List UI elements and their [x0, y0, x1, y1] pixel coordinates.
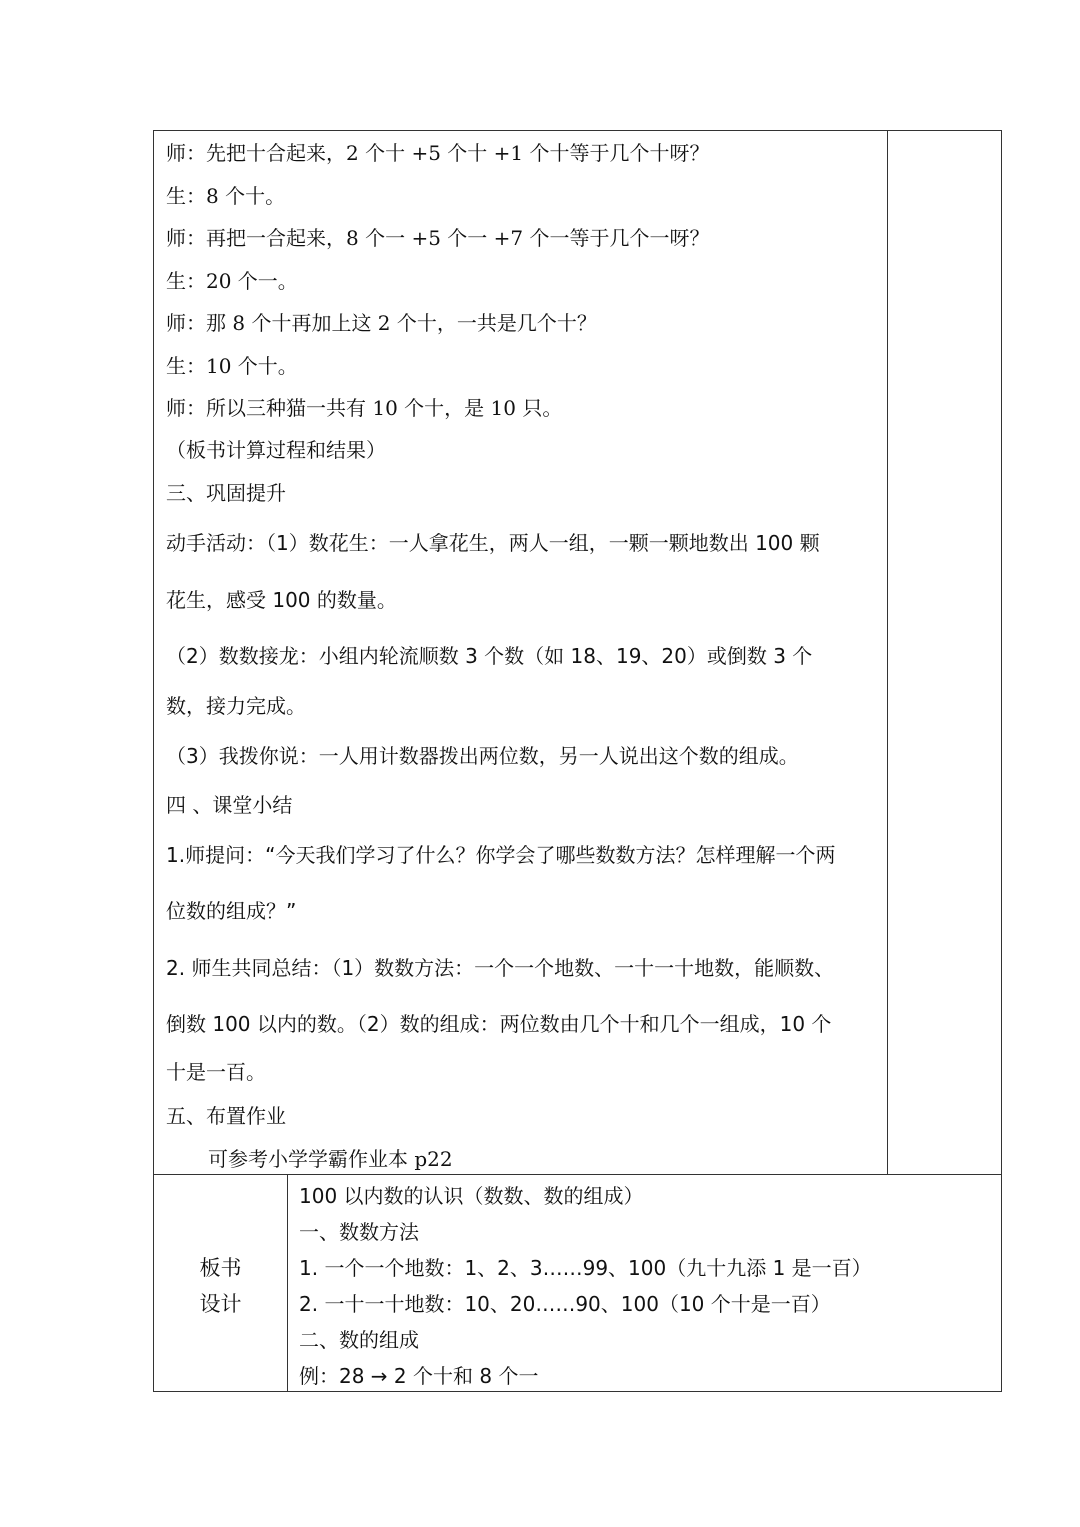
board-line: 2. 一十一十地数：10、20……90、100（10 个十是一百） — [299, 1292, 831, 1316]
column-divider — [887, 131, 888, 1174]
text-line: 可参考小学学霸作业本 p22 — [208, 1147, 453, 1171]
board-line: 例：28 → 2 个十和 8 个一 — [299, 1364, 539, 1388]
board-line: 1. 一个一个地数：1、2、3……99、100（九十九添 1 是一百） — [299, 1256, 872, 1280]
section-heading: 三、巩固提升 — [166, 481, 286, 505]
text-line: 生：10 个十。 — [166, 354, 298, 378]
text-line: 生：8 个十。 — [166, 184, 286, 208]
section-heading: 四 、课堂小结 — [166, 793, 293, 817]
board-label: 设计 — [199, 1292, 242, 1316]
text-line: 师：那 8 个十再加上这 2 个十，一共是几个十？ — [166, 311, 597, 335]
board-line: 100 以内数的认识（数数、数的组成） — [299, 1184, 644, 1208]
text-line: 2. 师生共同总结：（1）数数方法：一个一个地数、一十一十地数，能顺数、 — [166, 956, 835, 980]
board-design-row — [154, 1174, 1001, 1391]
text-line: 花生，感受 100 的数量。 — [166, 588, 397, 612]
text-line: （3）我拨你说：一人用计数器拨出两位数，另一人说出这个数的组成。 — [166, 744, 799, 768]
text-line: 师：再把一合起来，8 个一 +5 个一 +7 个一等于几个一呀？ — [166, 226, 710, 250]
text-line: 动手活动：（1）数花生：一人拿花生，两人一组，一颗一颗地数出 100 颗 — [166, 531, 820, 555]
text-line: 生：20 个一。 — [166, 269, 298, 293]
board-line: 二、数的组成 — [299, 1328, 419, 1352]
text-line: （板书计算过程和结果） — [166, 438, 386, 462]
text-line: （2）数数接龙：小组内轮流顺数 3 个数（如 18、19、20）或倒数 3 个 — [166, 644, 813, 668]
text-line: 倒数 100 以内的数。（2）数的组成：两位数由几个十和几个一组成，10 个 — [166, 1012, 832, 1036]
text-line: 十是一百。 — [166, 1060, 266, 1084]
text-line: 位数的组成？” — [166, 899, 297, 923]
text-line: 师：先把十合起来，2 个十 +5 个十 +1 个十等于几个十呀？ — [166, 141, 710, 165]
text-line: 1.师提问：“今天我们学习了什么？你学会了哪些数数方法？怎样理解一个两 — [166, 843, 836, 867]
lesson-content-cell — [154, 131, 1001, 1175]
text-line: 师：所以三种猫一共有 10 个十，是 10 只。 — [166, 396, 563, 420]
text-line: 数，接力完成。 — [166, 694, 306, 718]
board-line: 一、数数方法 — [299, 1220, 419, 1244]
lesson-table — [153, 130, 1002, 1392]
board-label: 板书 — [199, 1256, 242, 1280]
column-divider — [287, 1174, 288, 1391]
section-heading: 五、布置作业 — [166, 1104, 286, 1128]
